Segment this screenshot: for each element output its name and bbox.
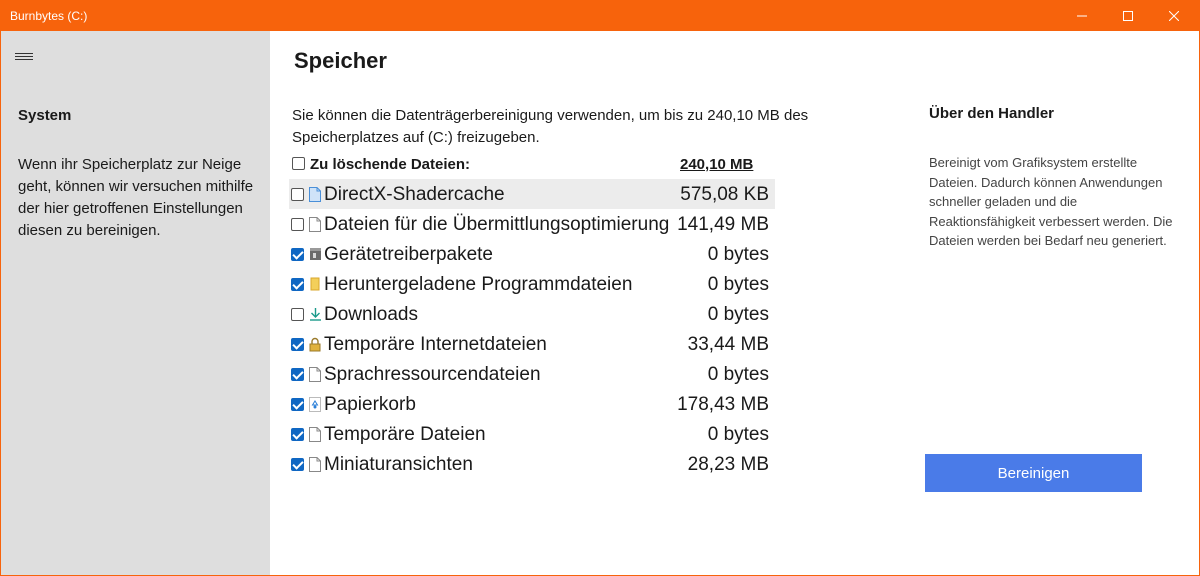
file-size: 575,08 KB [680,184,769,205]
file-row[interactable] [289,269,775,299]
file-size: 0 bytes [707,274,769,295]
file-checkbox[interactable] [291,218,304,231]
file-checkbox[interactable] [291,308,304,321]
total-row [292,154,762,176]
file-checkbox[interactable] [291,278,304,291]
file-size: 0 bytes [707,424,769,445]
close-icon [1169,11,1179,21]
lock-icon [308,336,322,352]
minimize-button[interactable] [1057,1,1107,31]
file-row[interactable] [289,299,775,329]
file-size: 0 bytes [707,364,769,385]
document-icon [308,456,322,472]
file-row[interactable] [289,239,775,269]
file-size: 28,23 MB [687,454,769,475]
file-row[interactable] [289,389,775,419]
driver-package-icon [308,246,322,262]
folder-icon [308,276,322,292]
about-title: Über den Handler [929,105,1055,122]
document-icon [308,426,322,442]
file-row[interactable] [289,209,775,239]
file-size: 178,43 MB [677,394,769,415]
page-title: Speicher [294,48,387,73]
maximize-button[interactable] [1103,1,1153,31]
title-bar[interactable] [1,1,1199,31]
download-icon [308,306,322,322]
file-name: Papierkorb [324,394,416,415]
sidebar-description: Wenn ihr Speicherplatz zur Neige geht, können wir versuchen mithilfe der hier getroffenen Einstellungen diesen zu bereinigen. [18,156,254,239]
file-name: Miniaturansichten [324,454,473,475]
file-name: Sprachressourcendateien [324,364,541,385]
document-blue-icon [308,186,322,202]
about-description: Bereinigt vom Grafiksystem erstellte Dateien. Dadurch können Anwendungen schneller geladen und die Reaktionsfähigkeit verbessert werden. Die Dateien werden bei Bedarf neu generiert. [929,155,1173,248]
total-label: Zu löschende Dateien: [310,156,471,173]
file-size: 0 bytes [707,244,769,265]
file-checkbox[interactable] [291,248,304,261]
select-all-checkbox[interactable] [292,157,305,170]
file-name: Temporäre Internetdateien [324,334,547,355]
file-name: Heruntergeladene Programmdateien [324,274,633,295]
window-title: Burnbytes (C:) [10,9,88,23]
recycle-bin-icon [308,396,322,412]
file-size: 141,49 MB [677,214,769,235]
file-row[interactable] [289,419,775,449]
file-checkbox[interactable] [291,188,304,201]
file-name: Gerätetreiberpakete [324,244,493,265]
sidebar [1,31,270,575]
file-size: 0 bytes [707,304,769,325]
total-amount: 240,10 MB [680,156,754,173]
file-name: DirectX-Shadercache [324,184,505,205]
file-name: Downloads [324,304,418,325]
hamburger-menu-icon[interactable] [15,51,35,65]
file-list [289,179,775,479]
file-checkbox[interactable] [291,368,304,381]
file-size: 33,44 MB [687,334,769,355]
minimize-icon [1077,11,1087,21]
close-button[interactable] [1149,1,1199,31]
clean-button[interactable]: Bereinigen [925,454,1142,492]
file-name: Temporäre Dateien [324,424,486,445]
file-checkbox[interactable] [291,458,304,471]
file-row[interactable] [289,359,775,389]
file-checkbox[interactable] [291,338,304,351]
sidebar-title: System [18,107,72,124]
maximize-icon [1123,11,1133,21]
file-checkbox[interactable] [291,398,304,411]
file-row[interactable] [289,329,775,359]
file-row[interactable] [289,449,775,479]
file-row[interactable] [289,179,775,209]
intro-text: Sie können die Datenträgerbereinigung verwenden, um bis zu 240,10 MB des Speicherplatzes auf (C:) freizugeben. [292,107,809,146]
file-name: Dateien für die Übermittlungsoptimierung [324,214,670,235]
file-checkbox[interactable] [291,428,304,441]
document-icon [308,216,322,232]
document-icon [308,366,322,382]
